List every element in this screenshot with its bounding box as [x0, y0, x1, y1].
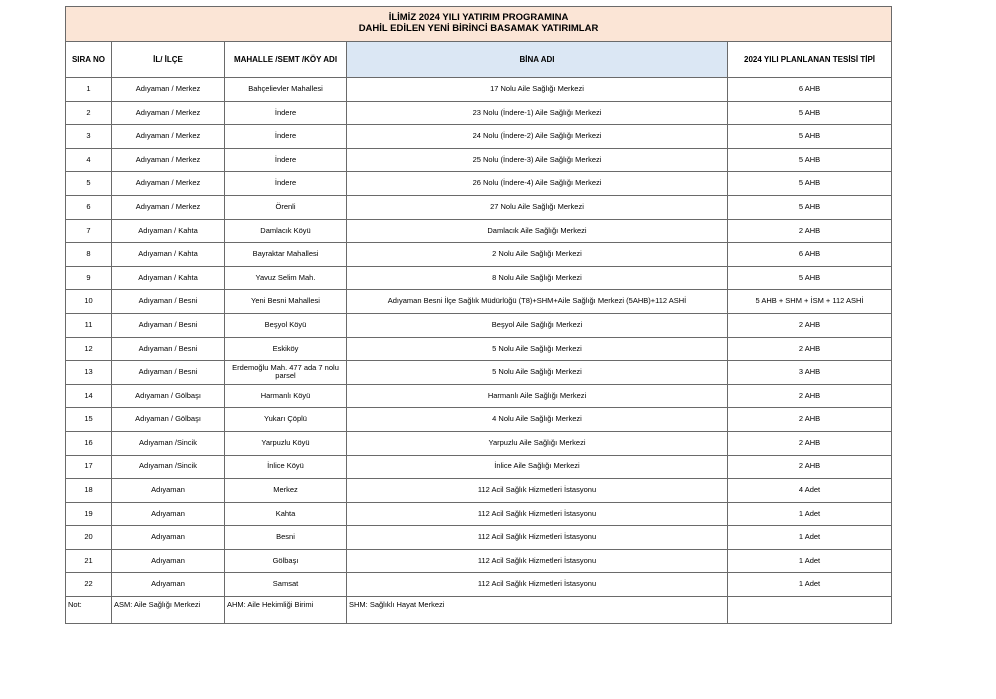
cell-il-ilce: Adıyaman / Merkez [112, 148, 225, 172]
cell-bina-adi: 112 Acil Sağlık Hizmetleri İstasyonu [347, 526, 728, 550]
cell-sira-no: 9 [66, 266, 112, 290]
cell-sira-no: 5 [66, 172, 112, 196]
header-il-ilce: İL/ İLÇE [112, 42, 225, 78]
note-shm: SHM: Sağlıklı Hayat Merkezi [347, 597, 728, 624]
cell-sira-no: 18 [66, 479, 112, 503]
cell-tesis-tipi: 2 AHB [728, 455, 892, 479]
header-row [66, 42, 892, 78]
cell-tesis-tipi: 4 Adet [728, 479, 892, 503]
table-row [66, 101, 892, 125]
cell-tesis-tipi: 6 AHB [728, 78, 892, 102]
cell-il-ilce: Adıyaman / Gölbaşı [112, 384, 225, 408]
cell-tesis-tipi: 2 AHB [728, 431, 892, 455]
cell-sira-no: 4 [66, 148, 112, 172]
cell-sira-no: 2 [66, 101, 112, 125]
cell-bina-adi: 8 Nolu Aile Sağlığı Merkezi [347, 266, 728, 290]
table-body [66, 78, 892, 597]
cell-tesis-tipi: 2 AHB [728, 313, 892, 337]
cell-sira-no: 6 [66, 195, 112, 219]
cell-tesis-tipi: 6 AHB [728, 243, 892, 267]
cell-bina-adi: 17 Nolu Aile Sağlığı Merkezi [347, 78, 728, 102]
table-title [66, 7, 892, 42]
table-row [66, 455, 892, 479]
cell-il-ilce: Adıyaman / Gölbaşı [112, 408, 225, 432]
header-sira-no: SIRA NO [66, 42, 112, 78]
cell-bina-adi: 2 Nolu Aile Sağlığı Merkezi [347, 243, 728, 267]
table-row [66, 243, 892, 267]
cell-tesis-tipi: 5 AHB [728, 195, 892, 219]
table-row [66, 431, 892, 455]
table-row [66, 573, 892, 597]
cell-mahalle: Bahçelievler Mahallesi [225, 78, 347, 102]
header-tesis-tipi: 2024 YILI PLANLANAN TESİSİ TİPİ [728, 42, 892, 78]
table-row [66, 408, 892, 432]
cell-tesis-tipi: 5 AHB [728, 148, 892, 172]
table-row [66, 526, 892, 550]
note-label: Not: [66, 597, 112, 624]
cell-mahalle: Samsat [225, 573, 347, 597]
title-line-1: İLİMİZ 2024 YILI YATIRIM PROGRAMINA [388, 12, 569, 24]
table-row [66, 172, 892, 196]
cell-mahalle: Besni [225, 526, 347, 550]
cell-il-ilce: Adıyaman [112, 573, 225, 597]
cell-il-ilce: Adıyaman / Besni [112, 313, 225, 337]
cell-sira-no: 12 [66, 337, 112, 361]
cell-mahalle: Harmanlı Köyü [225, 384, 347, 408]
cell-bina-adi: 25 Nolu (İndere-3) Aile Sağlığı Merkezi [347, 148, 728, 172]
cell-il-ilce: Adıyaman / Kahta [112, 266, 225, 290]
cell-bina-adi: 27 Nolu Aile Sağlığı Merkezi [347, 195, 728, 219]
cell-bina-adi: 23 Nolu (İndere-1) Aile Sağlığı Merkezi [347, 101, 728, 125]
cell-tesis-tipi: 5 AHB [728, 125, 892, 149]
table-row [66, 502, 892, 526]
table-row [66, 384, 892, 408]
cell-bina-adi: 112 Acil Sağlık Hizmetleri İstasyonu [347, 502, 728, 526]
cell-bina-adi: İnlice Aile Sağlığı Merkezi [347, 455, 728, 479]
cell-mahalle: Yeni Besni Mahallesi [225, 290, 347, 314]
table-row [66, 78, 892, 102]
table-row [66, 549, 892, 573]
cell-bina-adi: 5 Nolu Aile Sağlığı Merkezi [347, 361, 728, 385]
header-mahalle: MAHALLE /SEMT /KÖY ADI [225, 42, 347, 78]
cell-tesis-tipi: 5 AHB [728, 101, 892, 125]
cell-tesis-tipi: 5 AHB [728, 266, 892, 290]
cell-il-ilce: Adıyaman [112, 479, 225, 503]
cell-mahalle: Bayraktar Mahallesi [225, 243, 347, 267]
cell-bina-adi: 112 Acil Sağlık Hizmetleri İstasyonu [347, 479, 728, 503]
cell-sira-no: 14 [66, 384, 112, 408]
cell-sira-no: 8 [66, 243, 112, 267]
cell-mahalle: İndere [225, 172, 347, 196]
cell-sira-no: 10 [66, 290, 112, 314]
cell-mahalle: İndere [225, 125, 347, 149]
cell-tesis-tipi: 1 Adet [728, 549, 892, 573]
header-bina-adi: BİNA ADI [347, 42, 728, 78]
cell-mahalle: Gölbaşı [225, 549, 347, 573]
cell-mahalle: Yarpuzlu Köyü [225, 431, 347, 455]
cell-bina-adi: 112 Acil Sağlık Hizmetleri İstasyonu [347, 549, 728, 573]
cell-mahalle: Yavuz Selim Mah. [225, 266, 347, 290]
cell-bina-adi: Beşyol Aile Sağlığı Merkezi [347, 313, 728, 337]
cell-tesis-tipi: 3 AHB [728, 361, 892, 385]
cell-sira-no: 13 [66, 361, 112, 385]
cell-tesis-tipi: 2 AHB [728, 408, 892, 432]
cell-il-ilce: Adıyaman / Besni [112, 337, 225, 361]
cell-tesis-tipi: 2 AHB [728, 384, 892, 408]
cell-tesis-tipi: 1 Adet [728, 502, 892, 526]
cell-mahalle: Yukarı Çöplü [225, 408, 347, 432]
cell-tesis-tipi: 1 Adet [728, 526, 892, 550]
cell-il-ilce: Adıyaman [112, 549, 225, 573]
table-row [66, 313, 892, 337]
note-empty [728, 597, 892, 624]
cell-il-ilce: Adıyaman [112, 502, 225, 526]
cell-tesis-tipi: 5 AHB [728, 172, 892, 196]
cell-il-ilce: Adıyaman /Sincik [112, 431, 225, 455]
note-asm: ASM: Aile Sağlığı Merkezi [112, 597, 225, 624]
title-row [66, 7, 892, 42]
cell-tesis-tipi: 2 AHB [728, 337, 892, 361]
cell-mahalle: Eskiköy [225, 337, 347, 361]
cell-il-ilce: Adıyaman / Merkez [112, 195, 225, 219]
table-row [66, 479, 892, 503]
cell-sira-no: 21 [66, 549, 112, 573]
cell-mahalle: Erdemoğlu Mah. 477 ada 7 nolu parsel [225, 361, 347, 385]
cell-mahalle: Örenli [225, 195, 347, 219]
cell-sira-no: 22 [66, 573, 112, 597]
table-row [66, 290, 892, 314]
cell-tesis-tipi: 2 AHB [728, 219, 892, 243]
cell-tesis-tipi: 1 Adet [728, 573, 892, 597]
cell-il-ilce: Adıyaman / Kahta [112, 219, 225, 243]
note-row [66, 597, 892, 624]
cell-il-ilce: Adıyaman / Kahta [112, 243, 225, 267]
cell-sira-no: 11 [66, 313, 112, 337]
cell-bina-adi: Adıyaman Besni İlçe Sağlık Müdürlüğü (T8)+SHM+Aile Sağlığı Merkezi (5AHB)+112 ASHİ [347, 290, 728, 314]
cell-bina-adi: 26 Nolu (İndere-4) Aile Sağlığı Merkezi [347, 172, 728, 196]
cell-sira-no: 19 [66, 502, 112, 526]
cell-bina-adi: Damlacık Aile Sağlığı Merkezi [347, 219, 728, 243]
investment-table [65, 6, 892, 624]
cell-il-ilce: Adıyaman / Besni [112, 361, 225, 385]
cell-bina-adi: 24 Nolu (İndere-2) Aile Sağlığı Merkezi [347, 125, 728, 149]
table-row [66, 337, 892, 361]
cell-mahalle: Kahta [225, 502, 347, 526]
cell-mahalle: İndere [225, 148, 347, 172]
table-row [66, 148, 892, 172]
cell-mahalle: Damlacık Köyü [225, 219, 347, 243]
cell-sira-no: 20 [66, 526, 112, 550]
cell-sira-no: 1 [66, 78, 112, 102]
table-row [66, 195, 892, 219]
cell-bina-adi: 4 Nolu Aile Sağlığı Merkezi [347, 408, 728, 432]
cell-tesis-tipi: 5 AHB + SHM + İSM + 112 ASHİ [728, 290, 892, 314]
cell-il-ilce: Adıyaman / Merkez [112, 172, 225, 196]
cell-sira-no: 3 [66, 125, 112, 149]
cell-sira-no: 7 [66, 219, 112, 243]
cell-sira-no: 17 [66, 455, 112, 479]
cell-mahalle: Merkez [225, 479, 347, 503]
cell-bina-adi: Harmanlı Aile Sağlığı Merkezi [347, 384, 728, 408]
cell-il-ilce: Adıyaman / Merkez [112, 101, 225, 125]
cell-il-ilce: Adıyaman / Merkez [112, 78, 225, 102]
table-row [66, 219, 892, 243]
table-row [66, 266, 892, 290]
note-ahm: AHM: Aile Hekimliği Birimi [225, 597, 347, 624]
cell-mahalle: Beşyol Köyü [225, 313, 347, 337]
cell-bina-adi: 112 Acil Sağlık Hizmetleri İstasyonu [347, 573, 728, 597]
table-row [66, 361, 892, 385]
table-row [66, 125, 892, 149]
cell-il-ilce: Adıyaman / Merkez [112, 125, 225, 149]
cell-il-ilce: Adıyaman / Besni [112, 290, 225, 314]
cell-sira-no: 15 [66, 408, 112, 432]
cell-il-ilce: Adıyaman /Sincik [112, 455, 225, 479]
cell-bina-adi: Yarpuzlu Aile Sağlığı Merkezi [347, 431, 728, 455]
cell-sira-no: 16 [66, 431, 112, 455]
cell-il-ilce: Adıyaman [112, 526, 225, 550]
cell-bina-adi: 5 Nolu Aile Sağlığı Merkezi [347, 337, 728, 361]
title-line-2: DAHİL EDİLEN YENİ BİRİNCİ BASAMAK YATIRIMLAR [358, 23, 599, 34]
cell-mahalle: İndere [225, 101, 347, 125]
cell-mahalle: İnlice Köyü [225, 455, 347, 479]
